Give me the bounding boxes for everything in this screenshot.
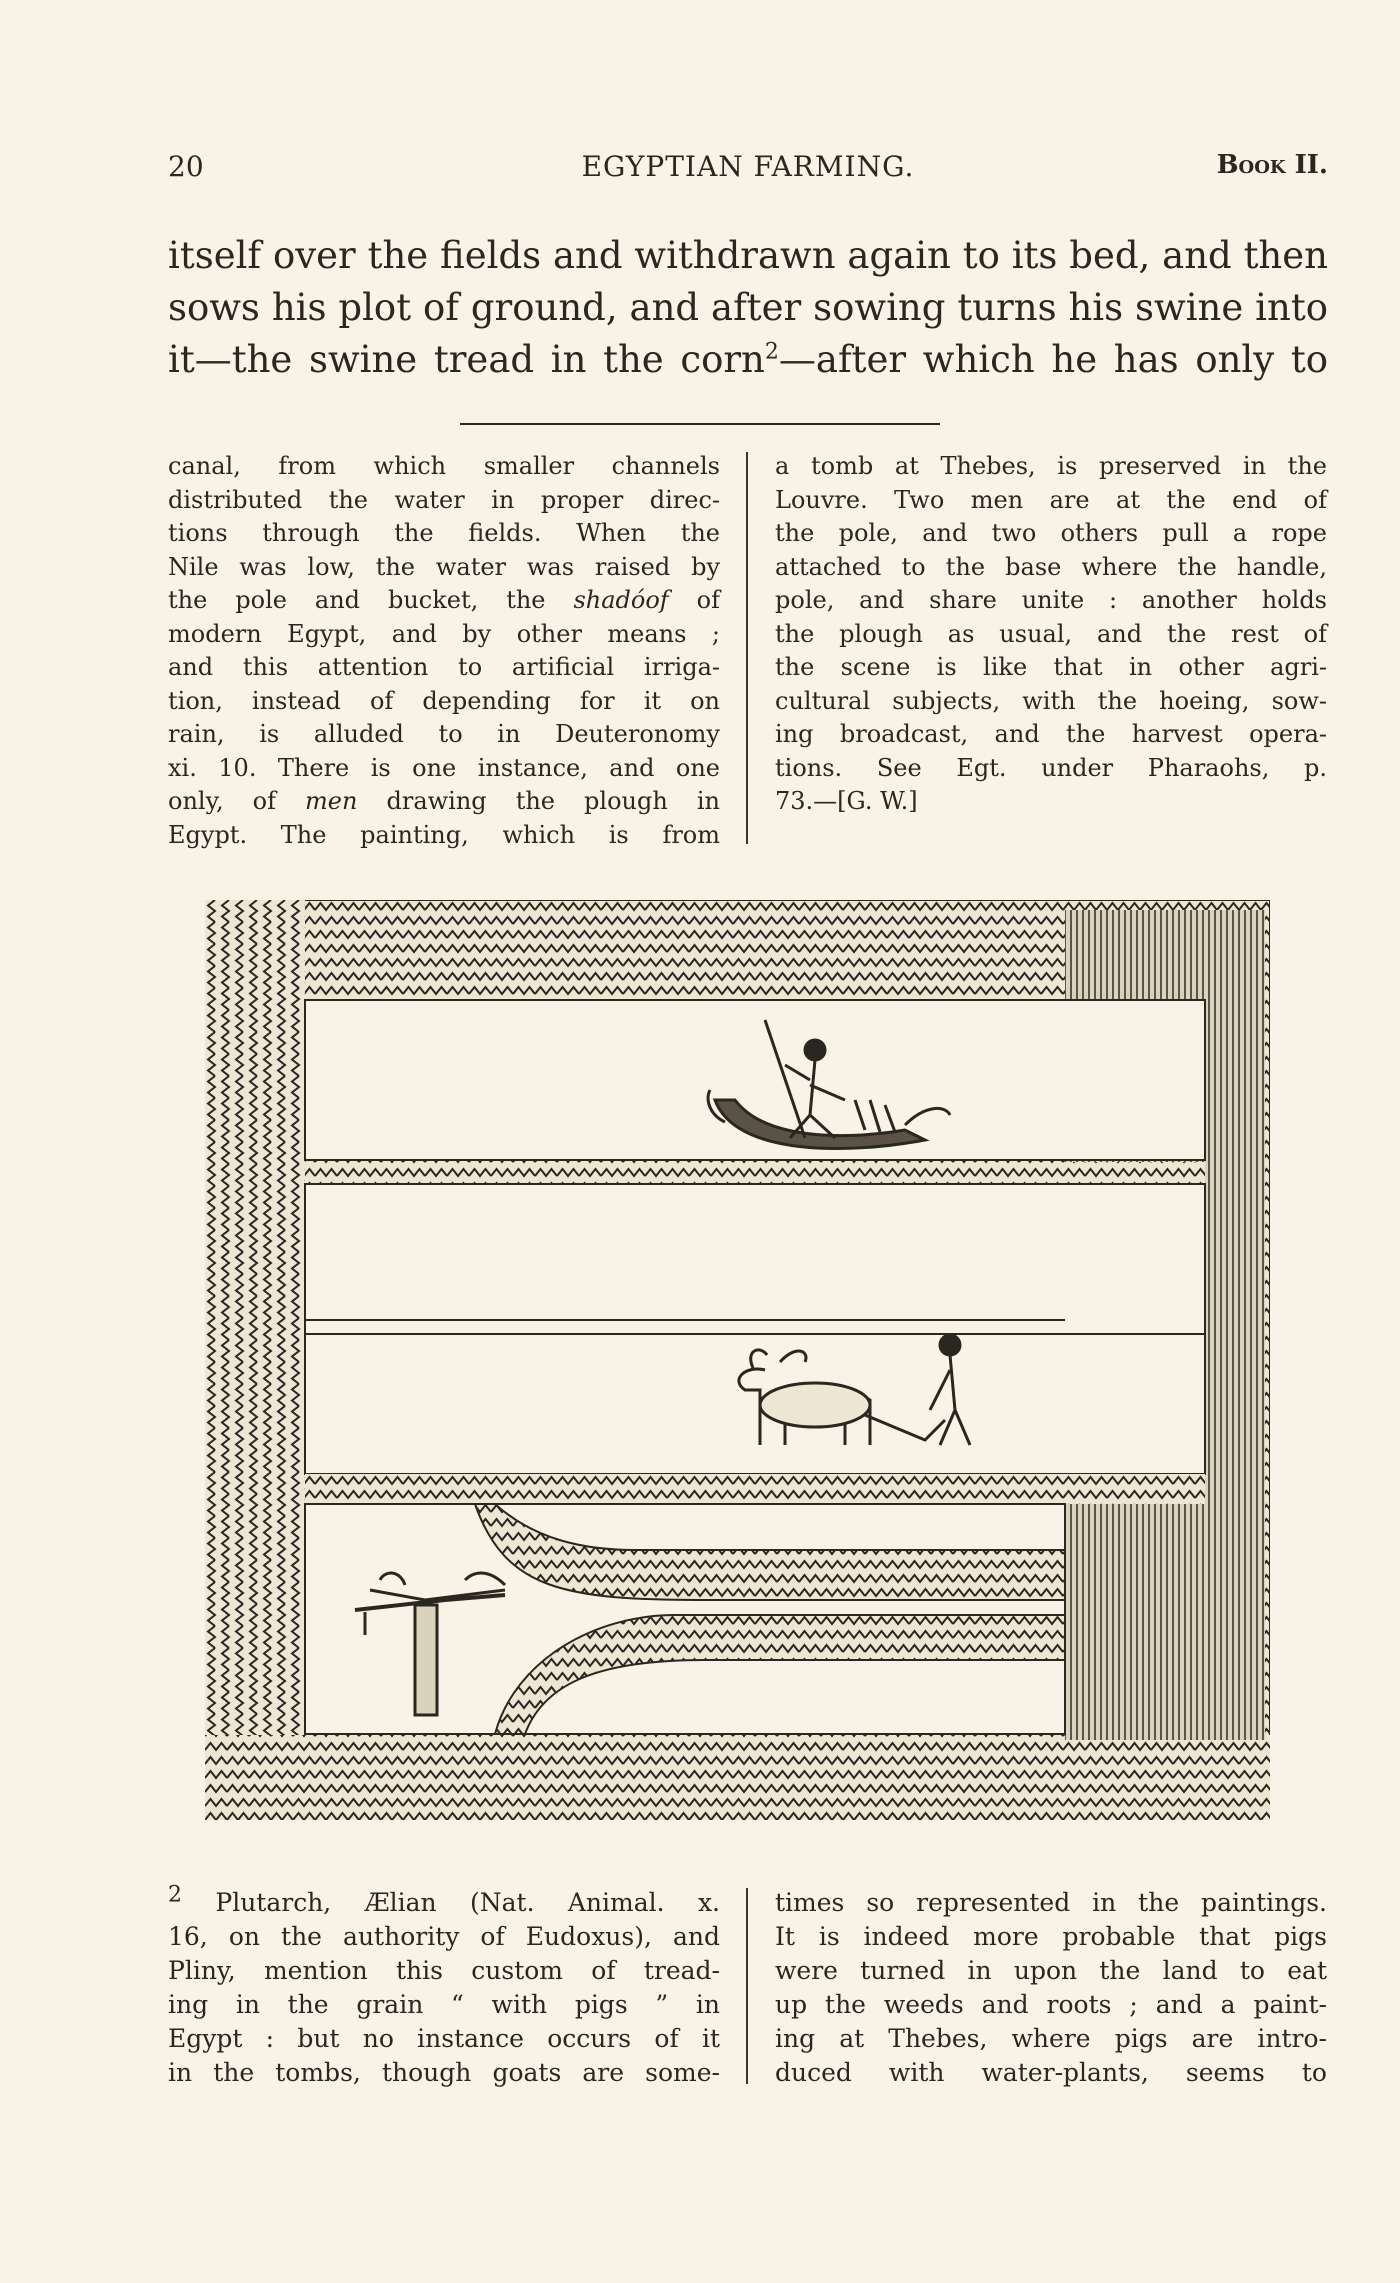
footnote-line: ing at Thebes, where pigs are intro- <box>775 2024 1327 2053</box>
note-line: Nile was low, the water was raised by <box>168 552 720 581</box>
footnote-line: Egypt : but no instance occurs of it <box>168 2024 720 2053</box>
note-line <box>168 785 720 819</box>
footnote-marker: 2 <box>168 1882 182 1908</box>
note-line: Egypt. The painting, which is from <box>168 820 720 849</box>
note-line: tions. See Egt. under Pharaohs, p. <box>775 753 1327 782</box>
page-number: 20 <box>168 150 204 183</box>
note-line: 73.—[G. W.] <box>775 787 918 815</box>
note-column-left <box>168 450 720 852</box>
footnote-line: were turned in upon the land to eat <box>775 1956 1327 1985</box>
note-line: cultural subjects, with the hoeing, sow- <box>775 686 1327 715</box>
main-text-line <box>168 334 1328 386</box>
note-line: tions through the fields. When the <box>168 519 720 547</box>
main-text-line: itself over the fields and withdrawn again to its bed, and then <box>168 234 1328 277</box>
note-fragment: only, of <box>168 787 276 815</box>
column-divider <box>746 1888 748 2084</box>
footnote-reference: 2 <box>764 339 779 365</box>
italic-term: men <box>305 787 358 815</box>
footnote-line: duced with water-plants, seems to <box>775 2058 1327 2087</box>
main-text-fragment: it—the swine tread in the corn <box>168 338 765 381</box>
footnote-line: It is indeed more probable that pigs <box>775 1922 1327 1951</box>
footnote-column-left <box>168 1882 720 2090</box>
note-line: xi. 10. There is one instance, and one <box>168 753 720 782</box>
note-line <box>168 584 720 618</box>
note-line: ing broadcast, and the harvest opera- <box>775 720 1327 748</box>
note-fragment: the pole and bucket, the <box>168 586 546 614</box>
irrigation-illustration <box>205 900 1270 1820</box>
column-divider <box>746 452 748 844</box>
footnote-fragment: Plutarch, Ælian (Nat. Animal. x. <box>215 1888 720 1917</box>
footnote-line: up the weeds and roots ; and a paint- <box>775 1990 1327 2019</box>
note-line: and this attention to artificial irriga- <box>168 653 720 681</box>
footnote-line: Pliny, mention this custom of tread- <box>168 1956 720 1985</box>
main-text <box>168 230 1328 386</box>
note-line: attached to the base where the handle, <box>775 552 1327 581</box>
note-line: rain, is alluded to in Deuteronomy <box>168 720 720 748</box>
footnote-column-right <box>775 1886 1327 2090</box>
footnote-line: times so represented in the paintings. <box>775 1888 1327 1917</box>
note-line: canal, from which smaller channels <box>168 452 720 480</box>
footnote-line: 16, on the authority of Eudoxus), and <box>168 1922 720 1951</box>
note-line: pole, and share unite : another holds <box>775 586 1327 614</box>
note-column-right <box>775 450 1327 819</box>
separator-rule <box>460 423 940 425</box>
footnote-line: ing in the grain “ with pigs ” in <box>168 1990 720 2019</box>
note-line: Louvre. Two men are at the end of <box>775 485 1327 514</box>
note-line: distributed the water in proper direc- <box>168 485 720 514</box>
note-fragment: drawing the plough in <box>386 787 720 815</box>
main-text-fragment: —after which he has only to <box>778 338 1328 381</box>
note-fragment: of <box>696 586 720 614</box>
running-head <box>168 150 1328 190</box>
note-line: the pole, and two others pull a rope <box>775 519 1327 547</box>
main-text-line: sows his plot of ground, and after sowing turns his swine into <box>168 286 1328 329</box>
footnote-line: in the tombs, though goats are some- <box>168 2058 720 2087</box>
note-line: tion, instead of depending for it on <box>168 686 720 715</box>
running-title: EGYPTIAN FARMING. <box>581 150 915 183</box>
note-line: modern Egypt, and by other means ; <box>168 619 720 648</box>
note-line: a tomb at Thebes, is preserved in the <box>775 452 1327 480</box>
note-line: the scene is like that in other agri- <box>775 653 1327 681</box>
note-line: the plough as usual, and the rest of <box>775 619 1327 648</box>
italic-term: shadóof <box>573 586 669 614</box>
book-label: Book II. <box>1216 150 1328 180</box>
footnote-line <box>168 1882 720 1920</box>
